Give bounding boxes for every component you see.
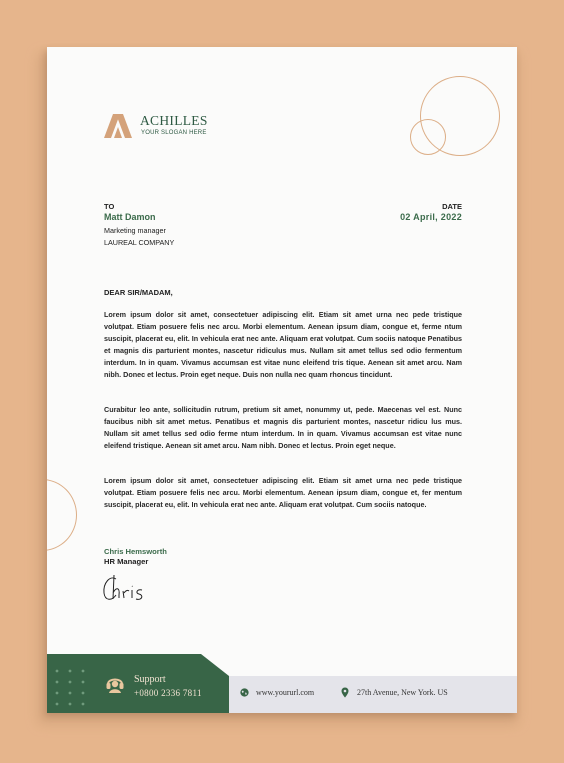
street-address: 27th Avenue, New York. US — [357, 688, 448, 697]
website-url: www.yoururl.com — [256, 688, 315, 697]
decorative-circle-left — [47, 479, 77, 551]
recipient-title: Marketing manager — [104, 226, 166, 235]
recipient-label: TO — [104, 202, 115, 211]
body-paragraph-2: Curabitur leo ante, sollicitudin rutrum, pretium sit amet, nonummy ut, pede. Maecenas vel est. Nunc faucibus nibh sit amet metus. Penatibus et magnis dis parturient montes, nascetur ridicu lus mus. Nullam sit amet tellus sed odio ferme ntum interdum. In in quam. Vivamus accumsan est vitae nunc eleifend tristique. Aenean sit amet arcu. Nam nibh. Donec et lectus. Proin eget neque. — [104, 405, 462, 451]
brand-logo-icon — [104, 114, 132, 138]
body-paragraph-3: Lorem ipsum dolor sit amet, consectetuer adipiscing elit. Etiam sit amet urna nec pede tristique volutpat. Etiam posuere felis nec arcu. Morbi elementum. Aenean ipsum diam, congue et, fer mentum suscipit, placerat eu, elit. In vehicula erat nec ante. Aliquam erat volutpat. Cum sociis natoque. — [104, 476, 462, 510]
recipient-name: Matt Damon — [104, 212, 156, 222]
dot-pattern-decoration — [53, 667, 91, 709]
date-label: DATE — [442, 202, 462, 211]
signer-role: HR Manager — [104, 557, 149, 566]
body-paragraph-1: Lorem ipsum dolor sit amet, consectetuer adipiscing elit. Etiam sit amet urna nec pede tristique volutpat. Etiam posuere felis nec arcu. Morbi elementum. Aenean ipsum diam, congue et, ferme ntum suscipit, placerat eu, elit. In vehicula erat nec ante. Aliquam erat volutpat. Cum sociis natoque Penatibus et magnis dis parturient montes, nascetur ridiculus mus. Nullam sit amet tellus sed odio fermentum interdum. In in quam. Vivamus accumsan est vitae nunc eleifend tris tique. Aenean sit amet arcu. Nam nibh. Donec et lectus. Proin eget neque. Duis non nulla nec quam rhoncus tincidunt. — [104, 310, 462, 380]
brand-name: ACHILLES — [140, 113, 208, 128]
signer-name: Chris Hemsworth — [104, 547, 167, 556]
support-phone: +0800 2336 7811 — [134, 688, 202, 698]
salutation: DEAR SIR/MADAM, — [104, 288, 173, 297]
handwritten-signature — [102, 571, 152, 607]
headset-icon — [104, 672, 126, 694]
support-label: Support — [134, 674, 166, 685]
location-pin-icon — [341, 687, 349, 698]
letterhead-page — [47, 47, 517, 713]
recipient-company: LAUREAL COMPANY — [104, 238, 175, 247]
decorative-circle-small — [410, 119, 446, 155]
brand-slogan: YOUR SLOGAN HERE — [141, 130, 207, 136]
date-value: 02 April, 2022 — [400, 212, 462, 222]
globe-icon — [240, 688, 249, 697]
